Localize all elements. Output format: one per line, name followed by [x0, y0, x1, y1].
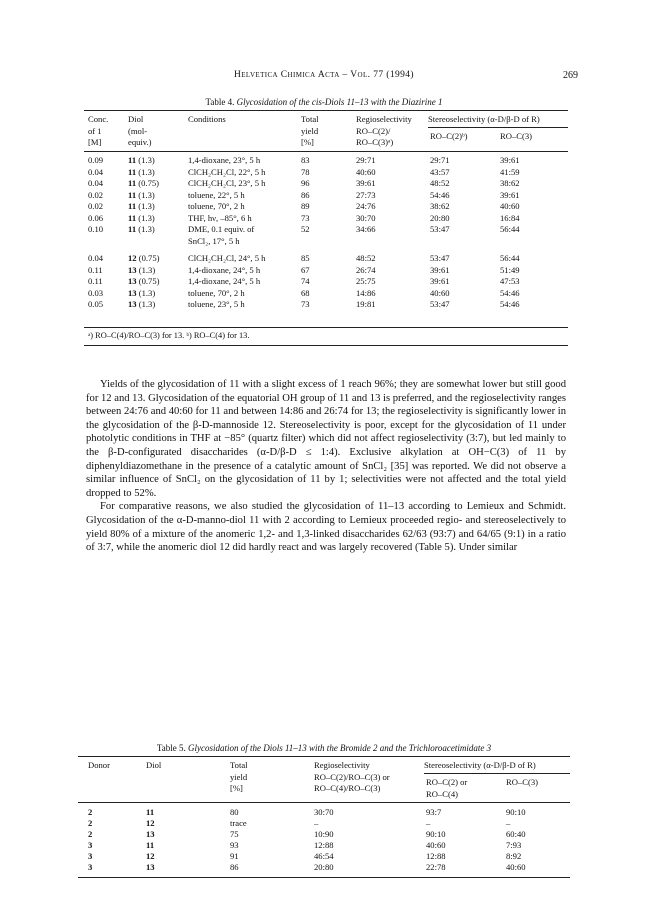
- t4-head-stereo: Stereoselectivity (α-D/β-D of R): [428, 114, 540, 124]
- t4-cell: 51:49: [500, 264, 520, 275]
- t4-cell: 0.04: [88, 166, 104, 177]
- t4-cell: 67: [301, 264, 310, 275]
- table4-footnote: ᵃ) RO–C(4)/RO–C(3) for 13. ᵇ) RO–C(4) for 13.: [88, 331, 250, 340]
- t5-head-stereo-c3: RO–C(3): [506, 777, 538, 787]
- t5-cell: –: [426, 818, 431, 828]
- t5-cell: 12:88: [426, 851, 446, 861]
- t4-cell: 47:53: [500, 276, 520, 286]
- t4-cell: 39:61: [500, 155, 520, 165]
- t4-cell: 38:62: [500, 178, 520, 188]
- t4-cell-conditions: 1,4-dioxane, 24°, 5 h: [188, 276, 261, 286]
- t4-cell: 54:46: [430, 189, 450, 200]
- table4-label: Table 4.: [205, 97, 235, 107]
- t5-cell: 90:10: [426, 829, 446, 839]
- t5-head-regio: Regioselectivity RO–C(2)/RO–C(3) or RO–C(4)/RO–C(3): [314, 760, 390, 793]
- table5-title: Glycosidation of the Diols 11–13 with the Bromide 2 and the Trichloroacetimidate 3: [187, 743, 492, 753]
- t4-head-diol: Diol (mol- equiv.): [128, 114, 152, 147]
- t5-cell: 2: [88, 829, 93, 839]
- t4-cell: 24:76: [356, 201, 376, 211]
- t4-cell-conditions: ClCH₂CH₂Cl, 22°, 5 h: [188, 166, 266, 177]
- t5-cell: 93:7: [426, 807, 442, 817]
- t5-cell: 7:93: [506, 840, 522, 850]
- t4-cell-conditions: toluene, 22°, 5 h: [188, 189, 245, 200]
- t5-cell: 3: [88, 840, 93, 850]
- t4-head-stereo-c3: RO–C(3): [500, 131, 532, 141]
- t4-cell: 86: [301, 189, 310, 200]
- t4-cell: 73: [301, 212, 310, 223]
- t5-cell: 11: [146, 840, 155, 850]
- t4-cell: 0.09: [88, 155, 104, 165]
- t4-head-yield: Total yield [%]: [301, 114, 319, 147]
- table5-label: Table 5.: [156, 743, 186, 753]
- t4-cell: 40:60: [430, 287, 450, 298]
- t4-cell: 43:57: [430, 166, 450, 177]
- t4-cell-conditions: toluene, 23°, 5 h: [188, 299, 245, 309]
- t4-cell: 38:62: [430, 201, 450, 211]
- body-text: [86, 378, 566, 555]
- t5-stereo-rule: [424, 773, 570, 774]
- t5-cell: –: [314, 818, 319, 828]
- t4-cell: 0.11: [88, 276, 103, 286]
- t4-cell: 14:86: [356, 287, 376, 298]
- t4-cell: 53:47: [430, 224, 450, 234]
- t4-cell: 54:46: [500, 299, 520, 309]
- t4-col-regio: [356, 155, 376, 311]
- t4-cell-conditions: DME, 0.1 equiv. of: [188, 224, 255, 234]
- t4-cell: 30:70: [356, 212, 376, 223]
- t5-cell: –: [506, 818, 511, 828]
- t4-head-regio: Regioselectivity RO–C(2)/ RO–C(3)ᵃ): [356, 114, 412, 147]
- t5-head-yield: Total yield [%]: [230, 760, 248, 793]
- t5-col-diol: [146, 807, 155, 873]
- t5-cell: trace: [230, 818, 247, 828]
- t4-cell: 0.11: [88, 264, 103, 275]
- t4-cell-conditions: toluene, 70°, 2 h: [188, 201, 245, 211]
- t4-cell: 0.02: [88, 201, 104, 211]
- t4-col-conditions: [188, 155, 265, 311]
- t5-cell: 40:60: [426, 840, 446, 850]
- paragraph-2: For comparative reasons, we also studied the glycosidation of 11–13 according to Lemieux and Schmidt. Glycosidation of the α-D-manno-diol 11 with 2 according to Lemieux proceeded regio- and stereoselectively to yield 80% of a mixture of the anomeric 1,2- and 1,3-linked disaccharides 62/63 (93:7) and 64/65 (9:1) in a ratio of 3:7, while the anomeric diol 12 did hardly react and was largely recovered (Table 5). Under similar: [86, 501, 566, 554]
- t5-col-stereo-c3: [506, 807, 526, 873]
- t5-cell: 40:60: [506, 862, 526, 872]
- t4-cell: 48:52: [430, 178, 450, 188]
- t4-cell: 26:74: [356, 264, 376, 275]
- t4-cell: 85: [301, 253, 310, 263]
- t4-cell: 11 (1.3): [128, 155, 155, 165]
- t4-cell: 12 (0.75): [128, 253, 160, 263]
- t4-cell: 11 (1.3): [128, 212, 155, 223]
- t5-cell: 10:90: [314, 829, 334, 839]
- t4-cell: 78: [301, 166, 310, 177]
- t4-col-yield: [301, 155, 310, 311]
- t4-cell: 34:66: [356, 224, 376, 234]
- t4-cell: 56:44: [500, 253, 520, 263]
- t4-cell-conditions: 1,4-dioxane, 23°, 5 h: [188, 155, 261, 165]
- t4-cell: 13 (1.3): [128, 299, 156, 309]
- t4-cell: 29:71: [430, 155, 450, 165]
- t4-col-stereo-c3: [500, 155, 520, 311]
- t5-cell: 8:92: [506, 851, 522, 861]
- t5-cell: 12: [146, 851, 155, 861]
- t4-cell: 53:47: [430, 253, 450, 263]
- t5-cell: 86: [230, 862, 239, 872]
- page-number: 269: [563, 70, 578, 81]
- t4-cell-conditions: SnCl₂, 17°, 5 h: [188, 235, 240, 246]
- t4-cell: 83: [301, 155, 310, 165]
- t5-cell: 20:80: [314, 862, 334, 872]
- t5-cell: 90:10: [506, 807, 526, 817]
- running-header: [0, 70, 648, 84]
- t4-cell: 29:71: [356, 155, 376, 165]
- t4-cell: 11 (1.3): [128, 201, 155, 211]
- t4-cell: 56:44: [500, 224, 520, 234]
- t4-cell-conditions: ClCH₂CH₂Cl, 24°, 5 h: [188, 253, 266, 263]
- t5-cell: 3: [88, 862, 93, 872]
- t4-head-stereo-c2: RO–C(2)ᵇ): [430, 131, 468, 141]
- t4-cell: 53:47: [430, 299, 450, 309]
- t5-cell: 12:88: [314, 840, 334, 850]
- table5-top-rule: [78, 756, 570, 757]
- t5-cell: 80: [230, 807, 239, 817]
- t4-stereo-rule: [428, 127, 568, 128]
- t5-cell: 46:54: [314, 851, 334, 861]
- t4-head-conditions: Conditions: [188, 114, 226, 124]
- t4-cell: 0.02: [88, 189, 104, 200]
- t4-cell: 19:81: [356, 299, 376, 309]
- table5-caption: [0, 743, 648, 753]
- t4-cell: 54:46: [500, 287, 520, 298]
- t5-cell: 93: [230, 840, 239, 850]
- table4-top-rule: [84, 110, 568, 111]
- t4-cell: 0.05: [88, 299, 104, 309]
- t4-cell: 11 (1.3): [128, 189, 155, 200]
- t4-cell: 96: [301, 178, 310, 188]
- t4-head-conc: Conc. of 1 [M]: [88, 114, 109, 147]
- t5-cell: 60:40: [506, 829, 526, 839]
- t4-cell: 0.06: [88, 212, 104, 223]
- t4-col-conc: [88, 155, 103, 311]
- t4-cell: 0.10: [88, 224, 104, 234]
- t5-cell: 75: [230, 829, 239, 839]
- t5-cell: 12: [146, 818, 155, 828]
- t4-cell-conditions: 1,4-dioxane, 24°, 5 h: [188, 264, 261, 275]
- table4-head-rule: [84, 151, 568, 152]
- t5-cell: 2: [88, 818, 93, 828]
- t5-cell: 13: [146, 862, 155, 872]
- t4-cell: 39:61: [430, 276, 450, 286]
- t4-cell: 40:60: [356, 166, 376, 177]
- t5-head-stereo: Stereoselectivity (α-D/β-D of R): [424, 760, 536, 770]
- t4-cell: 13 (1.3): [128, 287, 156, 298]
- t4-cell: 16:84: [500, 212, 520, 223]
- t5-head-diol: Diol: [146, 760, 162, 770]
- t5-cell: 11: [146, 807, 155, 817]
- t4-cell: 11 (1.3): [128, 224, 155, 234]
- t4-cell: 13 (0.75): [128, 276, 160, 286]
- table5-head-rule: [78, 802, 570, 803]
- t5-cell: 30:70: [314, 807, 334, 817]
- t4-cell: 20:80: [430, 212, 450, 223]
- t4-cell: 48:52: [356, 253, 376, 263]
- t4-cell: 13 (1.3): [128, 264, 156, 275]
- t5-col-donor: [88, 807, 92, 873]
- t4-cell: 39:61: [500, 189, 520, 200]
- t4-cell: 68: [301, 287, 310, 298]
- t5-cell: 2: [88, 807, 93, 817]
- t4-cell: 25:75: [356, 276, 376, 286]
- t4-col-diol: [128, 155, 160, 311]
- t4-cell-conditions: toluene, 70°, 2 h: [188, 287, 245, 298]
- journal-title: Helvetica Chimica Acta – Vol. 77 (1994): [233, 70, 415, 80]
- t4-cell: 11 (0.75): [128, 178, 160, 188]
- t4-cell: 11 (1.3): [128, 166, 155, 177]
- t5-cell: 13: [146, 829, 155, 839]
- t4-cell: 52: [301, 224, 310, 234]
- t4-cell: 39:61: [356, 178, 376, 188]
- t4-cell: 39:61: [430, 264, 450, 275]
- t4-cell-conditions: THF, hν, –85°, 6 h: [188, 212, 252, 223]
- t5-head-stereo-c2: RO–C(2) or RO–C(4): [426, 777, 468, 799]
- t4-cell-conditions: ClCH₂CH₂Cl, 23°, 5 h: [188, 178, 266, 188]
- t4-cell: 40:60: [500, 201, 520, 211]
- t5-col-regio: [314, 807, 334, 873]
- t5-head-donor: Donor: [88, 760, 110, 770]
- t4-col-stereo-c2: [430, 155, 450, 311]
- t5-cell: 91: [230, 851, 239, 861]
- table4-footnote-rule: [84, 345, 568, 346]
- t4-cell: 0.03: [88, 287, 104, 298]
- t4-cell: 0.04: [88, 178, 104, 188]
- table4-bottom-rule: [84, 327, 568, 328]
- table5-bottom-rule: [78, 877, 570, 878]
- paragraph-1: Yields of the glycosidation of 11 with a slight excess of 1 reach 96%; they are somewhat lower but still good for 12 and 13. Glycosidation of the equatorial OH group of 11 and 13 is preferred, and the regioselectivity ranges between 24:76 and 40:60 for 11 and between 14:86 and 26:74 for 13; the regioselectivity is significantly lower in the glycosidation of the β-D-mannoside 12. Stereoselectivity is poor, except for the glycosidation of 11 under photolytic conditions in THF at −85° (quartz filter) which did not affect regioselectivity (3:7), but led mainly to the β-D-configurated disaccharides (α-D/β-D ≤ 1:4). Exclusive alkylation at OH−C(3) of 11 by diphenyldiazomethane in the presence of a catalytic amount of SnCl₂ [35] was reported. We did not observe a similar influence of SnCl₂ on the glycosidation of 11 by 1; selectivities were not affected and the total yield dropped to 52%.: [86, 379, 567, 499]
- t4-cell: 74: [301, 276, 310, 286]
- table4-caption: [0, 97, 648, 107]
- t5-col-yield: [230, 807, 247, 873]
- t4-cell: 0.04: [88, 253, 104, 263]
- t4-cell: 73: [301, 299, 310, 309]
- t5-cell: 22:78: [426, 862, 446, 872]
- table4-title: Glycosidation of the cis-Diols 11–13 with the Diazirine 1: [236, 97, 443, 107]
- t5-col-stereo-c2: [426, 807, 446, 873]
- t4-cell: 41:59: [500, 166, 520, 177]
- t4-cell: 89: [301, 201, 310, 211]
- t5-cell: 3: [88, 851, 93, 861]
- t4-cell: 27:73: [356, 189, 376, 200]
